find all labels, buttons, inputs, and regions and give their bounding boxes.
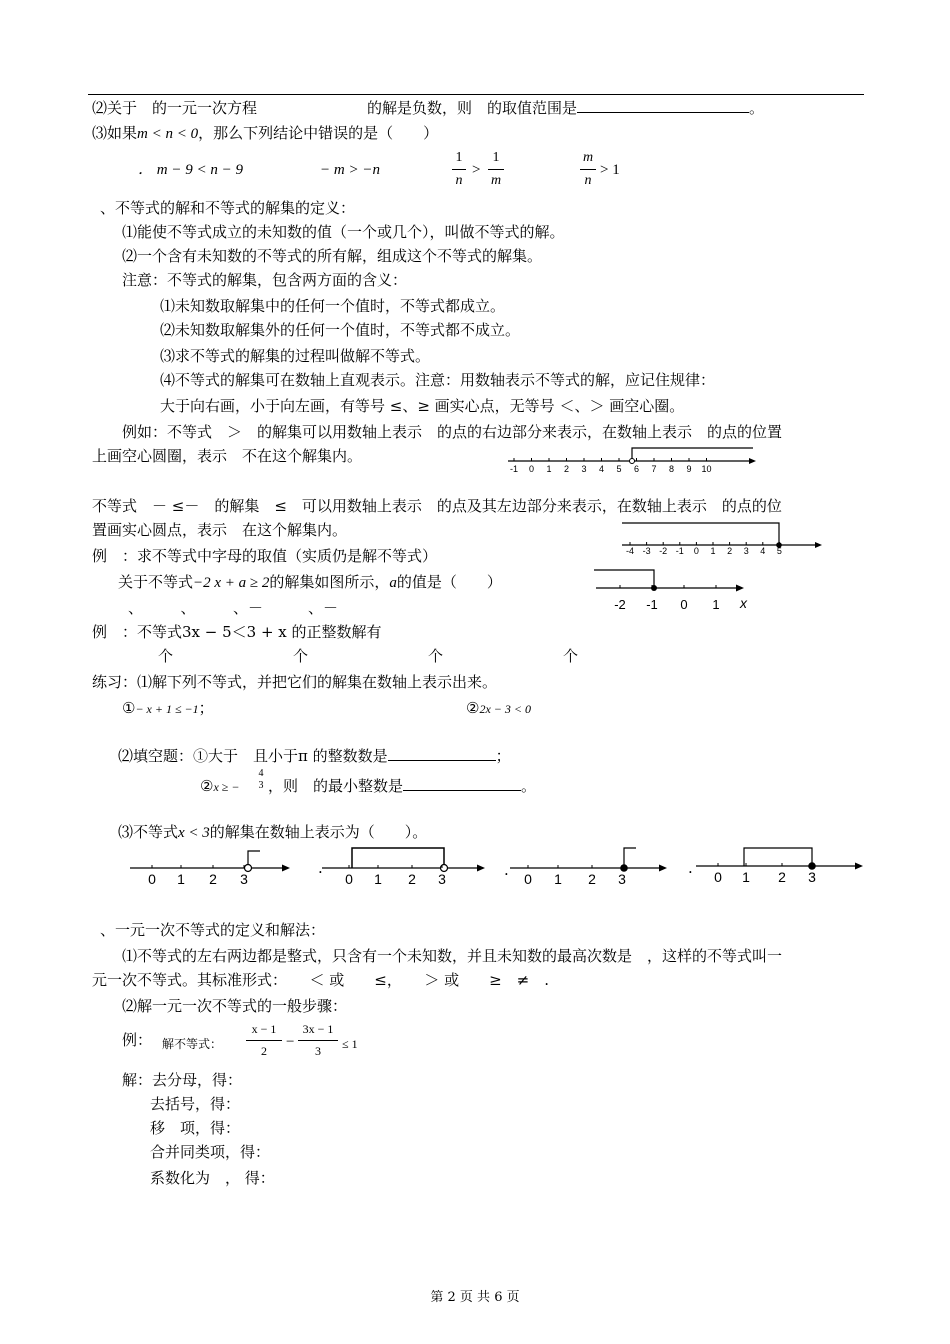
example-1-line-2: 上画空心圆圈，表示 不在这个解集内。 — [92, 447, 363, 465]
axis-tick-label: -2 — [659, 546, 668, 556]
step-2: 去括号，得： — [150, 1095, 241, 1113]
axis-tick-label: 3 — [743, 546, 749, 556]
axis-tick-label: 4 — [598, 464, 605, 474]
example-fraction-1: x − 1 2 — [246, 1022, 282, 1059]
number-line-3 — [594, 568, 754, 618]
note-1: ⑴未知数取解集中的任何一个值时，不等式都成立。 — [160, 297, 506, 315]
example-b-options[interactable]: 个 个 个 个 — [158, 647, 579, 665]
section-3-definition-line-2: 元一次不等式。其标准形式： ＜ 或 ≤， ＞ 或 ≥ ≠ . — [92, 971, 550, 989]
axis-tick-label: 1 — [374, 871, 382, 887]
definition-1: ⑴能使不等式成立的未知数的值（一个或几个），叫做不等式的解。 — [122, 223, 565, 241]
axis-tick-label: 3 — [438, 871, 446, 887]
practice-question-3: ⑶不等式x < 3的解集在数轴上表示为（ ）。 — [118, 823, 428, 841]
page-footer: 第 2 页 共 6 页 — [430, 1290, 520, 1305]
axis-tick-label: -1 — [509, 464, 519, 474]
practice-title: 练习：⑴解下列不等式，并把它们的解集在数轴上表示出来。 — [92, 673, 498, 691]
option-c-left-fraction: 1 n — [452, 150, 466, 189]
rule-text: 大于向右画，小于向左画，有等号 ≤、≥ 画实心点，无等号 ＜、＞ 画空心圈。 — [160, 397, 685, 415]
choice-b-number-line[interactable] — [322, 846, 487, 890]
axis-tick-label: -1 — [646, 597, 658, 612]
axis-tick-label: -2 — [614, 597, 626, 612]
axis-tick-label: 5 — [616, 464, 622, 474]
axis-tick-label: 2 — [563, 464, 570, 474]
practice-item-1: ①− x + 1 ≤ −1； — [122, 699, 214, 717]
axis-tick-label: 1 — [177, 871, 185, 887]
number-line-1 — [508, 448, 758, 478]
choice-c-marker: . — [504, 861, 509, 879]
option-a[interactable]: ． m − 9 < n − 9 — [138, 162, 243, 178]
step-4: 合并同类项，得： — [150, 1143, 271, 1161]
note-2: ⑵未知数取解集外的任何一个值时，不等式都不成立。 — [160, 321, 521, 339]
axis-tick-label: 3 — [581, 464, 587, 474]
axis-tick-label: 1 — [546, 464, 552, 474]
section-3-steps-heading: ⑵解一元一次不等式的一般步骤： — [122, 997, 348, 1015]
note-heading: 注意：不等式的解集，包含两方面的含义： — [122, 271, 408, 289]
option-b[interactable]: − m > −n — [320, 162, 380, 178]
axis-tick-label: 3 — [808, 869, 816, 885]
question-2: ⑵关于 的一元一次方程 的解是负数，则 的取值范围是 。 — [92, 99, 765, 117]
axis-tick-label: 0 — [528, 464, 535, 474]
section-3-definition-line-1: ⑴不等式的左右两边都是整式，只含有一个未知数，并且未知数的最高次数是 ，这样的不等式叫一 — [122, 947, 783, 965]
axis-tick-label: 4 — [760, 546, 766, 556]
step-5: 系数化为 ， 得： — [150, 1169, 275, 1187]
axis-tick-label: 7 — [651, 464, 657, 474]
option-d-fraction: m n — [580, 150, 596, 189]
axis-tick-label: 5 — [776, 546, 782, 556]
axis-tick-label: 8 — [668, 464, 675, 474]
axis-tick-label: 2 — [209, 871, 217, 887]
number-line-2 — [622, 520, 827, 556]
choice-a-number-line[interactable] — [130, 848, 290, 890]
practice-item-2: ②2x − 3 < 0 — [466, 699, 531, 717]
axis-tick-label: 0 — [148, 871, 156, 887]
axis-tick-label: 0 — [680, 597, 688, 612]
axis-tick-label: -1 — [675, 546, 684, 556]
example-2-line-1: 不等式 － ≤－ 的解集 ≤ 可以用数轴上表示 的点及其左边部分来表示，在数轴上表示 的点的位 — [92, 497, 782, 515]
axis-tick-label: -4 — [625, 546, 635, 556]
fill-in-2-fraction: 4 3 — [258, 768, 264, 791]
axis-tick-label: 2 — [588, 871, 596, 887]
axis-tick-label: -3 — [642, 546, 651, 556]
axis-tick-label: 1 — [554, 871, 562, 887]
example-a-options[interactable]: 、 、 、－ 、－ — [128, 599, 339, 617]
axis-tick-label: 2 — [778, 869, 786, 885]
axis-tick-label: 10 — [701, 464, 712, 474]
example-label: 例： — [122, 1031, 153, 1049]
axis-variable-label: x — [740, 595, 747, 611]
choice-d-marker: . — [688, 859, 693, 877]
axis-tick-label: 1 — [712, 597, 720, 612]
axis-tick-label: 9 — [686, 464, 692, 474]
choice-d-number-line[interactable] — [696, 846, 866, 890]
axis-tick-label: 1 — [710, 546, 716, 556]
answer-blank[interactable] — [577, 98, 749, 113]
axis-tick-label: 2 — [408, 871, 416, 887]
example-fraction-2: 3x − 1 3 — [298, 1022, 338, 1059]
axis-tick-label: 0 — [345, 871, 353, 887]
fill-in-2: ②x ≥ − — [200, 777, 240, 795]
option-c-right-fraction: 1 m — [488, 150, 504, 189]
step-1: 解：去分母，得： — [122, 1071, 243, 1089]
example-instruction: 解不等式： — [162, 1037, 223, 1051]
example-b-problem: 例 ：不等式3x − 5＜3 + x 的正整数解有 — [92, 623, 382, 641]
axis-tick-label: 0 — [693, 546, 699, 556]
step-3: 移 项，得： — [150, 1119, 241, 1137]
axis-tick-label: 0 — [524, 871, 532, 887]
axis-tick-label: 0 — [714, 869, 722, 885]
example-a-heading: 例 ：求不等式中字母的取值（实质仍是解不等式） — [92, 547, 438, 565]
example-2-line-2: 置画实心圆点，表示 在这个解集内。 — [92, 521, 348, 539]
definition-2: ⑵一个含有未知数的不等式的所有解，组成这个不等式的解集。 — [122, 247, 543, 265]
question-3: ⑶如果m < n < 0，那么下列结论中错误的是（ ） — [92, 124, 439, 142]
note-4: ⑷不等式的解集可在数轴上直观表示。注意：用数轴表示不等式的解，应记住规律： — [160, 371, 716, 389]
axis-tick-label: 1 — [742, 869, 750, 885]
fill-blank-2[interactable] — [403, 776, 521, 791]
axis-tick-label: 3 — [240, 871, 248, 887]
header-rule — [88, 94, 864, 95]
example-a-problem: 关于不等式−2 x + a ≥ 2的解集如图所示，a的值是（ ） — [118, 573, 502, 591]
section-2-title: 、不等式的解和不等式的解集的定义： — [100, 199, 356, 217]
example-1-line-1: 例如：不等式 ＞ 的解集可以用数轴上表示 的点的右边部分来表示，在数轴上表示 的点的位置 — [122, 423, 783, 441]
fill-in-1: ⑵填空题：①大于 且小于π 的整数数是 ； — [118, 747, 511, 765]
note-3: ⑶求不等式的解集的过程叫做解不等式。 — [160, 347, 431, 365]
axis-tick-label: 3 — [618, 871, 626, 887]
fill-blank-1[interactable] — [388, 746, 496, 761]
axis-tick-label: 6 — [633, 464, 640, 474]
choice-b-marker: . — [318, 859, 323, 877]
axis-tick-label: 2 — [727, 546, 733, 556]
section-3-title: 、一元一次不等式的定义和解法： — [100, 921, 326, 939]
choice-c-number-line[interactable] — [510, 846, 670, 890]
